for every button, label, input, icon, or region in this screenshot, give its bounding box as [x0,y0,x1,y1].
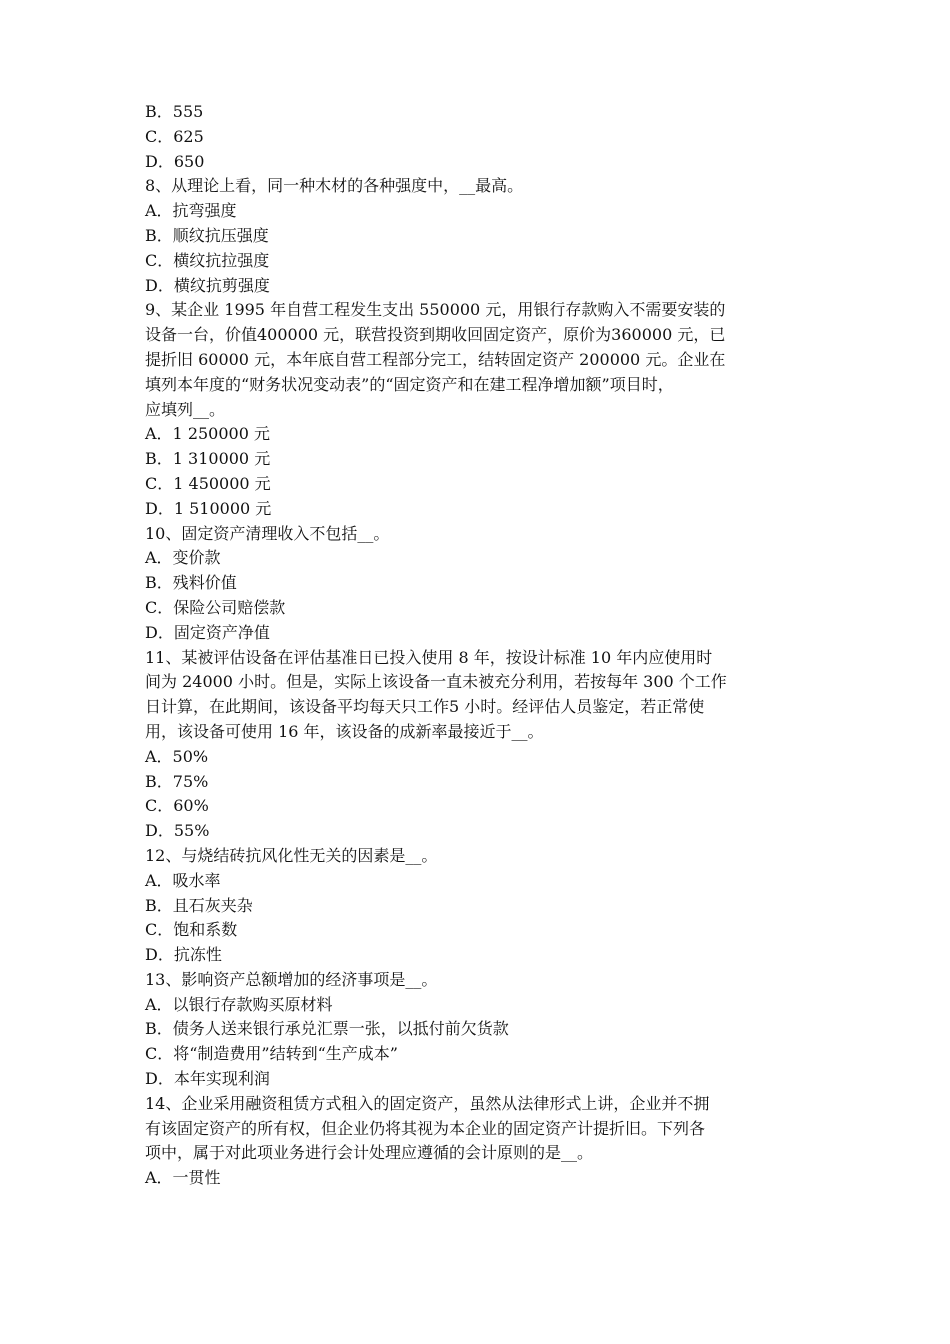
q11-stem-line: 日计算，在此期间，该设备平均每天只工作5 小时。经评估人员鉴定，若正常使 [145,697,705,717]
q8-option-c: C．横纹抗拉强度 [145,250,270,270]
q14-stem-line: 有该固定资产的所有权，但企业仍将其视为本企业的固定资产计提折旧。下列各 [145,1118,706,1138]
q9-option-a: A．1 250000 元 [145,424,270,444]
q12-option-c: C．饱和系数 [145,920,238,940]
q10-option-d: D．固定资产净值 [145,622,270,642]
q13-option-a: A．以银行存款购买原材料 [145,994,333,1014]
q11-stem-line: 11、某被评估设备在评估基准日已投入使用 8 年，按设计标准 10 年内应使用时 [145,647,713,667]
q14-stem-line: 14、企业采用融资租赁方式租入的固定资产，虽然从法律形式上讲，企业并不拥 [145,1093,710,1113]
q8-stem: 8、从理论上看，同一种木材的各种强度中，__最高。 [145,176,524,196]
q9-option-d: D．1 510000 元 [145,498,272,518]
q9-option-c: C．1 450000 元 [145,473,271,493]
document-page [145,100,807,1191]
q10-stem: 10、固定资产清理收入不包括__。 [145,523,390,543]
q12-stem: 12、与烧结砖抗风化性无关的因素是__。 [145,845,438,865]
q13-option-c: C．将“制造费用”结转到“生产成本” [145,1044,398,1064]
q9-stem-line: 应填列__。 [145,399,226,419]
q9-option-b: B．1 310000 元 [145,449,271,469]
q7-option-d: D．650 [145,151,205,171]
q11-stem-line: 间为 24000 小时。但是，实际上该设备一直未被充分利用，若按每年 300 个工作 [145,672,727,692]
q13-option-d: D．本年实现利润 [145,1069,270,1089]
q9-stem-line: 填列本年度的“财务状况变动表”的“固定资产和在建工程净增加额”项目时， [145,374,674,394]
q12-option-d: D．抗冻性 [145,945,222,965]
q13-option-b: B．债务人送来银行承兑汇票一张，以抵付前欠货款 [145,1019,509,1039]
q7-option-b: B．555 [145,102,204,121]
q11-stem-line: 用，该设备可使用 16 年，该设备的成新率最接近于__。 [145,721,544,741]
q14-stem-line: 项中，属于对此项业务进行会计处理应遵循的会计原则的是__。 [145,1143,594,1163]
q10-option-a: A．变价款 [145,548,221,568]
q9-stem-line: 9、某企业 1995 年自营工程发生支出 550000 元，用银行存款购入不需要安装的 [145,300,726,320]
q11-option-a: A．50% [145,746,209,766]
q11-option-b: B．75% [145,771,209,791]
q8-option-b: B．顺纹抗压强度 [145,225,269,245]
q13-stem: 13、影响资产总额增加的经济事项是__。 [145,969,438,989]
q8-option-a: A．抗弯强度 [145,201,237,221]
q7-option-c: C．625 [145,126,204,146]
q8-option-d: D．横纹抗剪强度 [145,275,270,295]
q9-stem-line: 提折旧 60000 元，本年底自营工程部分完工，结转固定资产 200000 元。企业在 [145,349,726,369]
q12-option-a: A．吸水率 [145,870,221,890]
q10-option-b: B．残料价值 [145,573,237,593]
q9-stem-line: 设备一台，价值400000 元，联营投资到期收回固定资产，原价为360000 元，已 [145,325,726,345]
q11-option-d: D．55% [145,821,210,841]
q14-option-a: A．一贯性 [145,1168,221,1188]
q11-option-c: C．60% [145,796,209,816]
q10-option-c: C．保险公司赔偿款 [145,597,286,617]
q12-option-b: B．且石灰夹杂 [145,895,253,915]
